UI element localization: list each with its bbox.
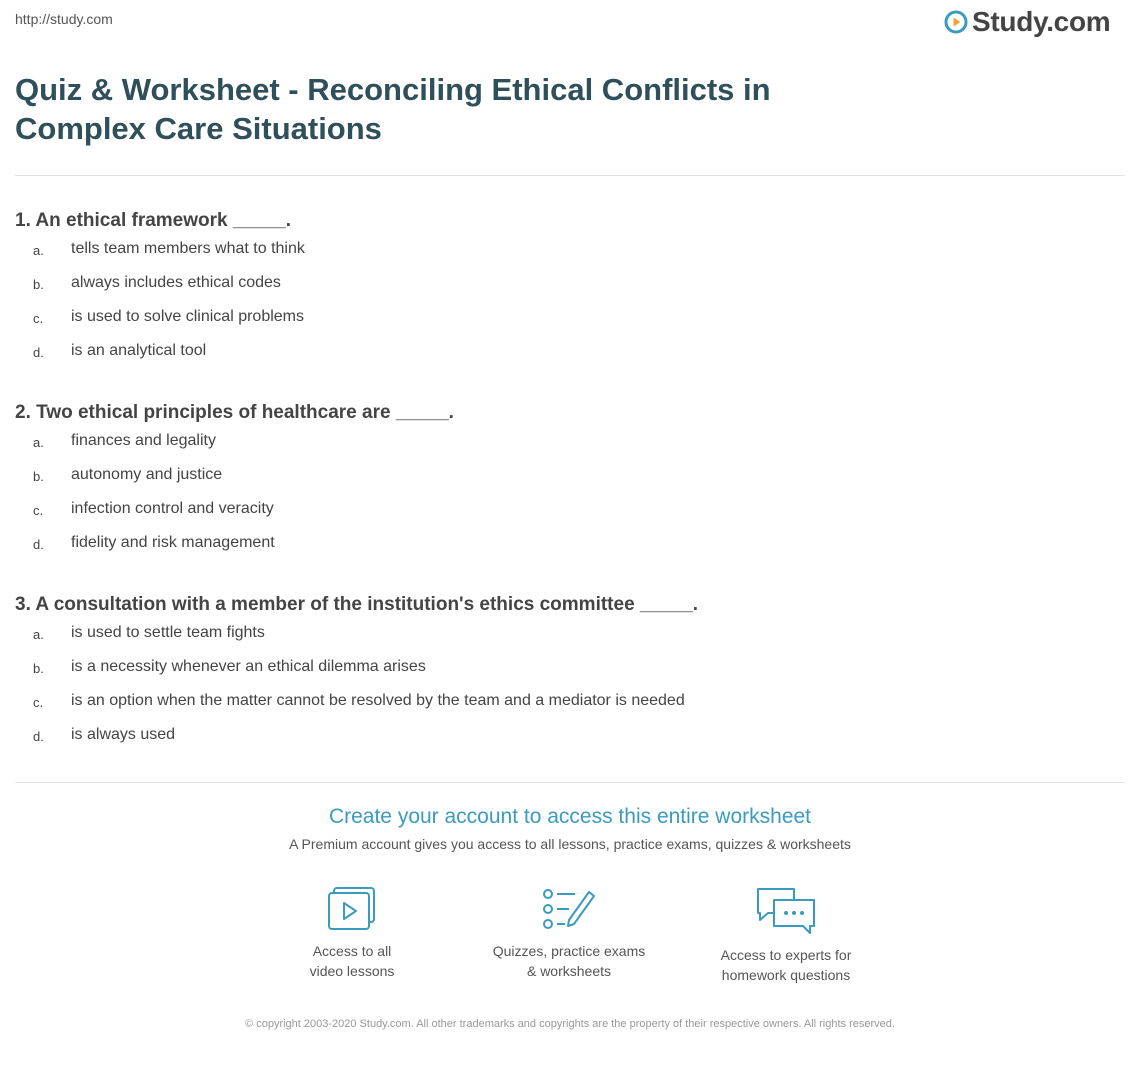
feature-video-lessons — [242, 886, 462, 981]
option-letter: a. — [33, 627, 44, 642]
feature-quizzes — [459, 886, 679, 981]
option-letter: b. — [33, 661, 44, 676]
option-text: is always used — [71, 726, 176, 743]
option-text: infection control and veracity — [71, 500, 274, 517]
option-letter: a. — [33, 243, 44, 258]
answer-option — [15, 685, 1115, 719]
chat-bubbles-icon — [754, 886, 818, 936]
divider — [15, 782, 1125, 783]
answer-option — [15, 267, 1115, 301]
option-text: finances and legality — [71, 432, 216, 449]
answer-option — [15, 719, 1115, 753]
option-letter: d. — [33, 537, 44, 552]
option-text: is an option when the matter cannot be resolved by the team and a mediator is needed — [71, 692, 685, 709]
question-3 — [15, 593, 1115, 753]
feature-text: Quizzes, practice exams & worksheets — [492, 943, 646, 979]
option-letter: c. — [33, 695, 44, 710]
answer-option — [15, 527, 1115, 561]
option-letter: c. — [33, 503, 44, 518]
option-letter: d. — [33, 729, 44, 744]
answer-option — [15, 617, 1115, 651]
option-text: is a necessity whenever an ethical dilemma arises — [71, 658, 426, 675]
cta-subtitle: A Premium account gives you access to all lessons, practice exams, quizzes & worksheets — [289, 836, 851, 852]
feature-text: Access to experts for homework questions — [720, 947, 852, 983]
quiz-checklist-icon — [541, 886, 597, 932]
answer-option — [15, 301, 1115, 335]
answer-option — [15, 425, 1115, 459]
feature-experts — [676, 886, 896, 985]
option-letter: b. — [33, 469, 44, 484]
question-1 — [15, 209, 1115, 369]
question-text: 3. A consultation with a member of the institution's ethics committee _____. — [15, 594, 699, 615]
video-lessons-icon — [326, 886, 378, 932]
logo-text: Study.com — [972, 6, 1111, 37]
play-circle-logo-icon — [944, 10, 968, 34]
option-letter: d. — [33, 345, 44, 360]
option-text: is an analytical tool — [71, 342, 207, 359]
page-title: Quiz & Worksheet - Reconciling Ethical Conflicts in Complex Care Situations — [15, 72, 771, 146]
page-url: http://study.com — [15, 11, 113, 27]
option-text: always includes ethical codes — [71, 274, 281, 291]
cta-title-link[interactable]: Create your account to access this entire worksheet — [328, 805, 812, 828]
divider — [15, 175, 1125, 176]
answer-option — [15, 459, 1115, 493]
question-text: 2. Two ethical principles of healthcare are _____. — [15, 402, 454, 423]
option-text: autonomy and justice — [71, 466, 223, 483]
feature-text: Access to all video lessons — [309, 943, 395, 979]
option-text: is used to solve clinical problems — [71, 308, 304, 325]
answer-option — [15, 233, 1115, 267]
option-letter: b. — [33, 277, 44, 292]
answer-option — [15, 335, 1115, 369]
option-letter: a. — [33, 435, 44, 450]
question-text: 1. An ethical framework _____. — [15, 210, 291, 231]
option-letter: c. — [33, 311, 44, 326]
copyright-text: © copyright 2003-2020 Study.com. All other trademarks and copyrights are the property of their respective owners. All rights reserved. — [245, 1018, 895, 1030]
option-text: tells team members what to think — [71, 240, 305, 257]
question-2 — [15, 401, 1115, 561]
option-text: fidelity and risk management — [71, 534, 275, 551]
option-text: is used to settle team fights — [71, 624, 265, 641]
answer-option — [15, 651, 1115, 685]
answer-option — [15, 493, 1115, 527]
study-logo[interactable] — [944, 6, 1110, 38]
